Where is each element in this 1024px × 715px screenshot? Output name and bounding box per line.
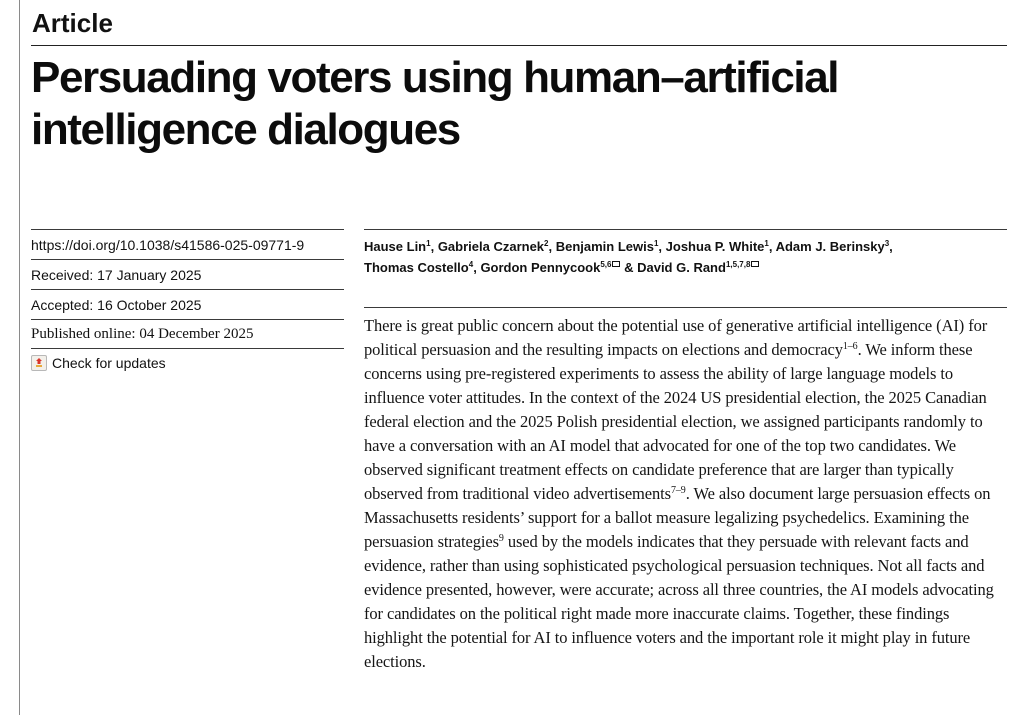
received-date: Received: 17 January 2025 xyxy=(31,259,344,289)
authors-bottom-divider xyxy=(364,307,1007,308)
author[interactable]: Gabriela Czarnek$^2$ xyxy=(437,239,549,254)
author[interactable]: Thomas Costello$^4$ xyxy=(364,260,474,275)
author[interactable]: David G. Rand$^{1,5,7,8}$ xyxy=(637,260,759,275)
author[interactable]: Benjamin Lewis$^1$ xyxy=(555,239,659,254)
author-list: Hause Lin$^1$, Gabriela Czarnek$^2$, Benjamin Lewis$^1$, Joshua P. White$^1$, Adam J. Berinsky$^3$, Thomas Costello$^4$, Gordon Pennycook$^{5,6}$ & David G. Rand$^{1,5,7,8}$ xyxy=(364,239,893,275)
citation-ref[interactable]: 1–6 xyxy=(842,341,858,352)
check-updates-label: Check for updates xyxy=(52,355,166,371)
article-metadata xyxy=(31,229,344,371)
abstract: There is great public concern about the potential use of generative artificial intelligence (AI) for political persuasion and the resulting impacts on elections and democracy$^{1-6}$. We inform these concerns using pre-registered experiments to assess the ability of large language models to influence voter attitudes. In the context of the 2024 US presidential election, the 2025 Canadian federal election and the 2025 Polish presidential election, we assigned participants randomly to have a conversation with an AI model that advocated for one of the top two candidates. We observed significant treatment effects on candidate preference that are larger than typically observed from traditional video advertisements$^{7-9}$. We also document large persuasion effects on Massachusetts residents’ support for a ballot measure legalizing psychedelics. Examining the persuasion strategies$^9$ used by the models indicates that they persuade with relevant facts and evidence, rather than using sophisticated psychological persuasion techniques. Not all facts and evidence presented, however, were accurate; across all three countries, the AI models advocating for candidates on the political right made more inaccurate claims. Together, these findings highlight the potential for AI to influence voters and the important role it might play in future elections. xyxy=(364,316,994,671)
email-icon[interactable] xyxy=(612,261,620,267)
authors-top-divider xyxy=(364,229,1007,230)
author[interactable]: Hause Lin$^1$ xyxy=(364,239,431,254)
article-type-label: Article xyxy=(32,8,113,38)
check-updates-icon xyxy=(31,355,47,371)
check-for-updates-button[interactable] xyxy=(31,355,344,371)
author[interactable]: Adam J. Berinsky$^3$ xyxy=(775,239,890,254)
left-margin-rule xyxy=(19,0,20,715)
email-icon[interactable] xyxy=(751,261,759,267)
accepted-date: Accepted: 16 October 2025 xyxy=(31,289,344,319)
doi-link[interactable]: https://doi.org/10.1038/s41586-025-09771-9 xyxy=(31,229,344,259)
published-date: Published online: 04 December 2025 xyxy=(31,319,344,349)
article-title: Persuading voters using human–artificial intelligence dialogues xyxy=(31,53,839,154)
header-divider xyxy=(31,45,1007,46)
author[interactable]: Joshua P. White$^1$ xyxy=(665,239,769,254)
citation-ref[interactable]: 7–9 xyxy=(670,485,686,496)
citation-ref[interactable]: 9 xyxy=(498,533,504,544)
author[interactable]: Gordon Pennycook$^{5,6}$ xyxy=(480,260,620,275)
